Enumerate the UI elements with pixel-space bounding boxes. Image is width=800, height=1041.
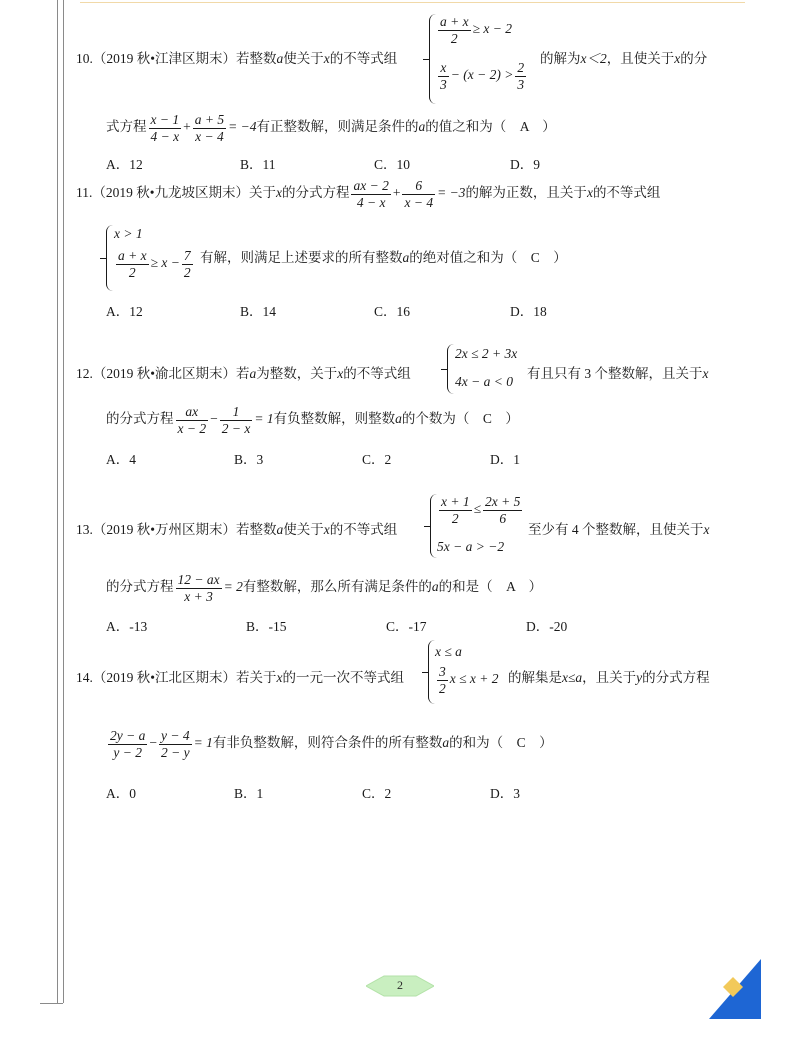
q10-option-a: A．12 — [106, 157, 143, 172]
left-margin-line — [57, 0, 58, 1003]
q13-system-row2: 5x − a > −2 — [437, 539, 505, 554]
q12-option-b: B．3 — [234, 452, 264, 467]
q12-option-c: C．2 — [362, 452, 392, 467]
q10-option-c: C．10 — [374, 157, 411, 172]
q13-line1: 13.（2019 秋•万州区期末）若整数a使关于x的不等式组 — [76, 522, 398, 537]
q13-system-row1: $\frac{x + 1}{2}$ ≤ $\frac{2x + 5}{6}$ — [441, 494, 521, 526]
q11-line1: 11.（2019 秋•九龙坡区期末）关于x的分式方程 $\frac{ax - 2}{4 - x}$ + $\frac{6}{x - 4}$ = −3的解为正数，且关于x的不等式组 — [76, 178, 661, 210]
q13-option-b: B．-15 — [246, 619, 287, 634]
corner-decoration-icon — [705, 955, 767, 1021]
q12-system-row2: 4x − a < 0 — [455, 374, 513, 389]
q14-system-row1: x ≤ a — [435, 644, 462, 659]
q12-system-row1: 2x ≤ 2 + 3x — [455, 346, 518, 361]
q14-option-a: A．0 — [106, 786, 136, 801]
q13-option-a: A．-13 — [106, 619, 148, 634]
page-number: 2 — [397, 978, 403, 992]
q14-option-d: D．3 — [490, 786, 520, 801]
left-margin-line-inner — [63, 0, 64, 1003]
q10-option-b: B．11 — [240, 157, 276, 172]
page-number-badge — [366, 975, 434, 997]
q14-line1: 14.（2019 秋•江北区期末）若关于x的一元一次不等式组 — [76, 670, 404, 685]
q11-system-row2: $\frac{a + x}{2}$ ≥ x − $\frac{7}{2}$ — [118, 248, 191, 280]
q14-system-brace — [428, 640, 435, 704]
q14-line2: $\frac{2y - a}{y - 2}$ − $\frac{y - 4}{2 - y}$ = 1有非负整数解，则符合条件的所有整数a的和为（ C ） — [110, 728, 553, 760]
q13-system-brace — [430, 494, 437, 558]
q13-tail: 至少有 4 个整数解，且使关于x — [528, 522, 710, 537]
q12-tail: 有且只有 3 个整数解，且关于x — [527, 366, 709, 381]
q10-system-brace — [429, 14, 436, 104]
q13-option-c: C．-17 — [386, 619, 427, 634]
q14-system-row2: $\frac{3}{2}$ x ≤ x + 2 — [439, 664, 499, 696]
q11-option-d: D．18 — [510, 304, 547, 319]
q14-option-c: C．2 — [362, 786, 392, 801]
q13-option-d: D．-20 — [526, 619, 568, 634]
q12-system-brace — [447, 344, 454, 394]
q10-system-row1: $\frac{a + x}{2}$ ≥ x − 2 — [440, 14, 512, 46]
q10-line1-tail: 的解为x＜2，且使关于x的分 — [540, 51, 708, 66]
q11-system-brace — [106, 225, 113, 291]
q11-tail: 有解，则满足上述要求的所有整数a的绝对值之和为（ C ） — [200, 250, 567, 265]
q14-option-b: B．1 — [234, 786, 264, 801]
q12-line2: 的分式方程 $\frac{ax}{x - 2}$ − $\frac{1}{2 - x}$ = 1有负整数解，则整数a的个数为（ C ） — [106, 404, 519, 436]
q10-option-d: D．9 — [510, 157, 540, 172]
q11-system-row1: x > 1 — [114, 226, 143, 241]
q10-system-row2: $\frac{x}{3}$ − (x − 2) > $\frac{2}{3}$ — [440, 60, 525, 92]
q13-line2: 的分式方程 $\frac{12 - ax}{x + 3}$ = 2有整数解，那么所有满足条件的a的和是（ A ） — [106, 572, 543, 604]
q11-option-a: A．12 — [106, 304, 143, 319]
q10-line2: 式方程 $\frac{x - 1}{4 - x}$ + $\frac{a + 5}{x - 4}$ = −4有正整数解，则满足条件的a的值之和为（ A ） — [106, 112, 556, 144]
q12-option-d: D．1 — [490, 452, 520, 467]
header-rule — [80, 2, 745, 3]
q11-option-c: C．16 — [374, 304, 411, 319]
q10-line1: 10.（2019 秋•江津区期末）若整数a使关于x的不等式组 — [76, 51, 398, 66]
q11-option-b: B．14 — [240, 304, 277, 319]
q12-option-a: A．4 — [106, 452, 136, 467]
q12-line1: 12.（2019 秋•渝北区期末）若a为整数，关于x的不等式组 — [76, 366, 411, 381]
q14-line1-tail: 的解集是x≤a，且关于y的分式方程 — [508, 670, 710, 685]
margin-corner-line — [40, 1003, 63, 1004]
